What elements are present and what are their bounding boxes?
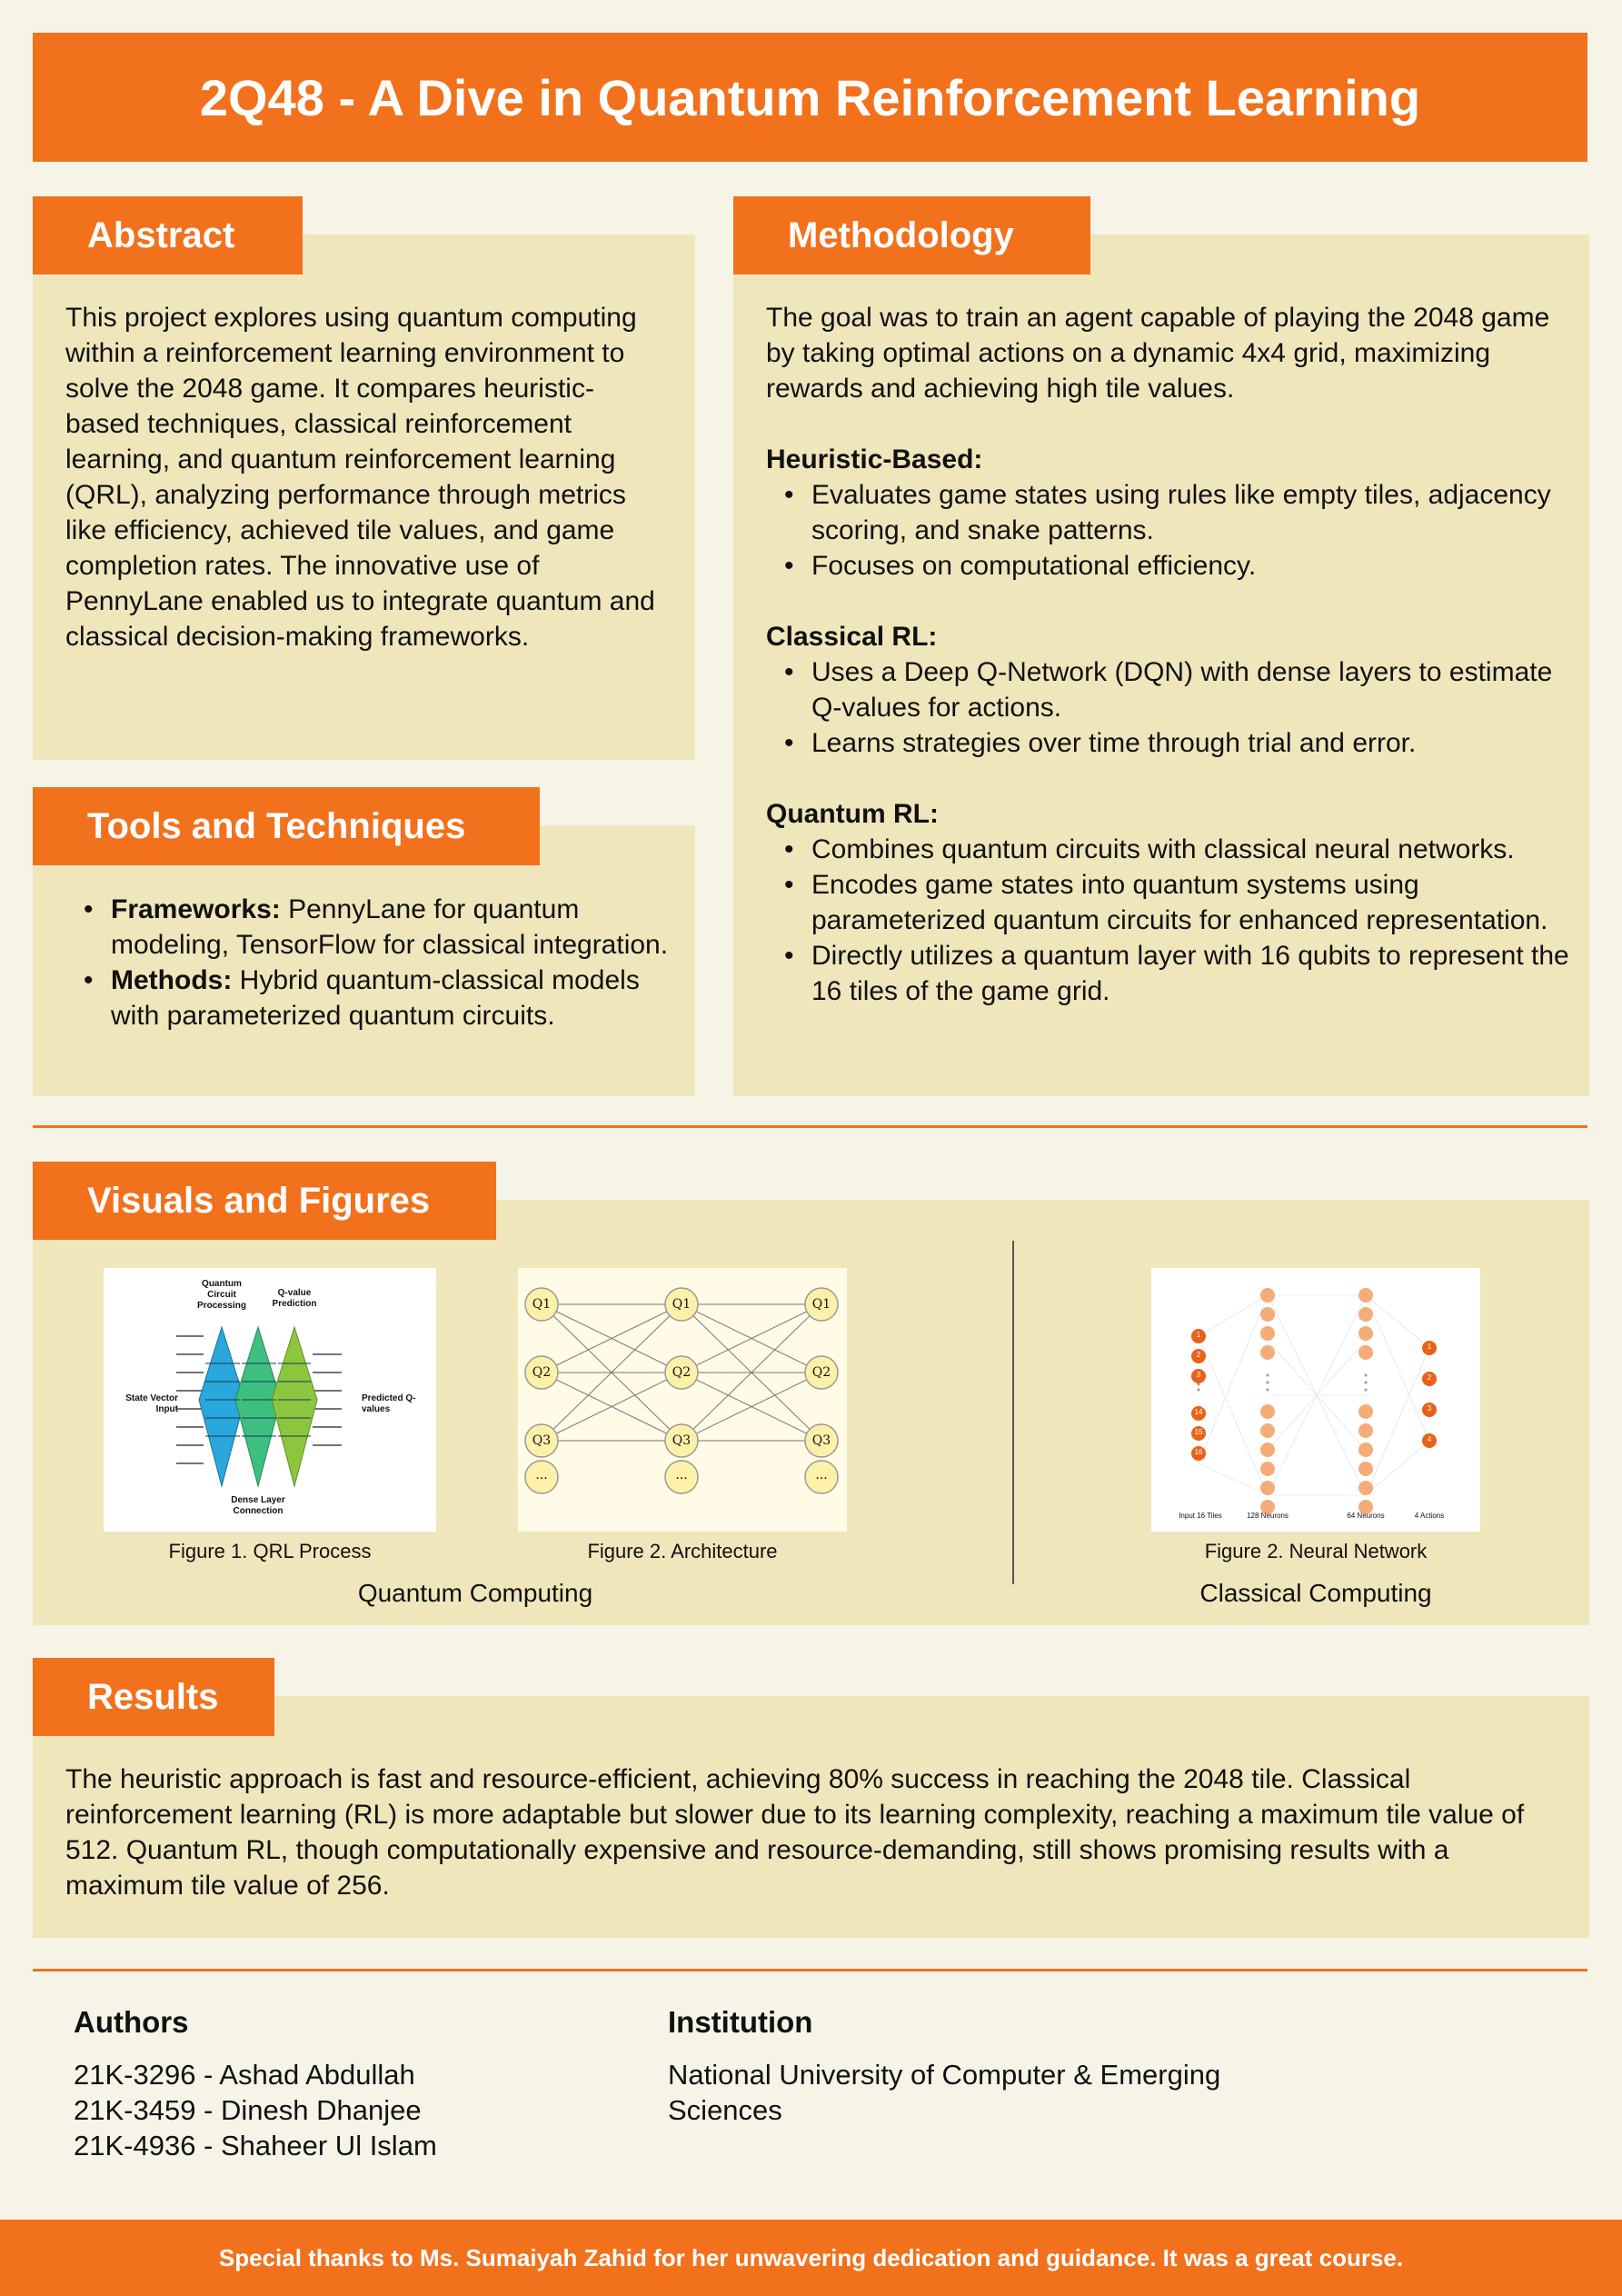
qrl-label-dense: Dense Layer Connection bbox=[231, 1495, 285, 1516]
abstract-text: This project explores using quantum computing within a reinforcement learning environment to solve the 2048 game. It compares heuristic-based techniques, classical reinforcement learning, and quantum reinforcement learning (QRL), analyzing performance through metrics like efficiency, achieved tile values, and game completion rates. The innovative use of PennyLane enabled us to integrate quantum and classical decision-making frameworks. bbox=[65, 303, 655, 652]
divider bbox=[33, 1969, 1587, 1972]
arch-node-q3: Q3 bbox=[532, 1433, 552, 1448]
qrl-label-circuit: Quantum Circuit Processing bbox=[197, 1279, 246, 1311]
results-text: The heuristic approach is fast and resource-efficient, achieving 80% success in reaching the 2048 tile. Classical reinforcement learning (RL) is more adaptable but slower due to its learning complexity, reaching a maximum tile value of 512. Quantum RL, though computationally expensive and resource-demanding, still shows promising results with a maximum tile value of 256. bbox=[65, 1764, 1525, 1901]
list-item: • Learns strategies over time through trial and error. bbox=[766, 725, 1575, 761]
results-heading: Results bbox=[33, 1658, 274, 1736]
figure-architecture bbox=[518, 1268, 847, 1532]
nn-output-node: 1 bbox=[1427, 1343, 1432, 1351]
institution-heading: Institution bbox=[668, 2005, 813, 2039]
qrl-label-output: Predicted Q-values bbox=[362, 1393, 416, 1414]
arch-node-more: ... bbox=[815, 1468, 828, 1482]
visuals-heading: Visuals and Figures bbox=[33, 1162, 496, 1240]
tools-item-methods: • Methods: Hybrid quantum-classical models with parameterized quantum circuits. bbox=[65, 963, 692, 1033]
arch-node-q3: Q3 bbox=[811, 1433, 831, 1448]
nn-input-node: 2 bbox=[1196, 1351, 1201, 1359]
qrl-label-qvalue: Q-value Prediction bbox=[272, 1288, 317, 1309]
nn-layer-label: 64 Neurons bbox=[1347, 1512, 1385, 1520]
list-item: • Uses a Deep Q-Network (DQN) with dense layers to estimate Q-values for actions. bbox=[766, 654, 1575, 725]
arch-node-q3: Q3 bbox=[672, 1433, 692, 1448]
arch-node-more: ... bbox=[535, 1468, 548, 1482]
heuristic-heading: Heuristic-Based: bbox=[766, 444, 983, 474]
tools-heading: Tools and Techniques bbox=[33, 787, 540, 865]
nn-layer-label: Input 16 Tiles bbox=[1179, 1512, 1222, 1520]
quantum-rl-list bbox=[766, 832, 1575, 1009]
list-item: • Encodes game states into quantum systems using parameterized quantum circuits for enhanced representation. bbox=[766, 867, 1575, 938]
abstract-heading: Abstract bbox=[33, 196, 303, 275]
figure-3-caption: Figure 2. Neural Network bbox=[1204, 1540, 1428, 1562]
figure-neural-network bbox=[1151, 1268, 1480, 1532]
methodology-heading: Methodology bbox=[733, 196, 1090, 275]
author-item: 21K-4936 - Shaheer Ul Islam bbox=[74, 2130, 437, 2161]
list-item: • Directly utilizes a quantum layer with 16 qubits to represent the 16 tiles of the game grid. bbox=[766, 938, 1575, 1009]
author-item: 21K-3459 - Dinesh Dhanjee bbox=[74, 2094, 422, 2126]
classical-rl-list bbox=[766, 654, 1575, 761]
arch-node-q2: Q2 bbox=[532, 1365, 552, 1380]
nn-input-node: 16 bbox=[1194, 1448, 1203, 1456]
nn-output-node: 3 bbox=[1427, 1404, 1432, 1413]
arch-node-q1: Q1 bbox=[672, 1297, 692, 1312]
classical-computing-caption: Classical Computing bbox=[1199, 1579, 1432, 1607]
poster-title: 2Q48 - A Dive in Quantum Reinforcement Learning bbox=[33, 33, 1587, 162]
nn-input-node: 1 bbox=[1196, 1331, 1201, 1339]
nn-layer-label: 4 Actions bbox=[1414, 1512, 1445, 1520]
arch-node-q1: Q1 bbox=[811, 1297, 831, 1312]
authors-heading: Authors bbox=[74, 2005, 189, 2039]
author-item: 21K-3296 - Ashad Abdullah bbox=[74, 2059, 415, 2091]
nn-output-node: 2 bbox=[1427, 1373, 1432, 1382]
methodology-body bbox=[766, 300, 1575, 1009]
quantum-computing-caption: Quantum Computing bbox=[357, 1579, 593, 1607]
qrl-label-input: State Vector Input bbox=[125, 1393, 178, 1414]
figure-1-caption: Figure 1. QRL Process bbox=[168, 1540, 372, 1562]
figure-2-caption: Figure 2. Architecture bbox=[587, 1540, 778, 1562]
list-item: • Focuses on computational efficiency. bbox=[766, 548, 1575, 584]
classical-rl-heading: Classical RL: bbox=[766, 622, 938, 652]
list-item: • Evaluates game states using rules like empty tiles, adjacency scoring, and snake patterns. bbox=[766, 477, 1575, 548]
divider bbox=[33, 1125, 1587, 1128]
nn-input-node: 15 bbox=[1194, 1428, 1203, 1436]
arch-node-q2: Q2 bbox=[672, 1365, 692, 1380]
list-item: • Combines quantum circuits with classical neural networks. bbox=[766, 832, 1575, 867]
figures-separator bbox=[1012, 1241, 1014, 1584]
nn-input-node: 3 bbox=[1196, 1371, 1201, 1379]
authors-list bbox=[74, 2057, 619, 2163]
heuristic-list bbox=[766, 477, 1575, 584]
arch-node-q1: Q1 bbox=[532, 1297, 552, 1312]
nn-output-node: 4 bbox=[1427, 1435, 1432, 1443]
arch-node-more: ... bbox=[675, 1468, 688, 1482]
figure-qrl-process bbox=[104, 1268, 436, 1532]
institution-name: National University of Computer & Emerging Sciences bbox=[668, 2059, 1221, 2126]
quantum-rl-heading: Quantum RL: bbox=[766, 799, 939, 829]
nn-input-node: 14 bbox=[1194, 1408, 1203, 1416]
arch-node-q2: Q2 bbox=[811, 1365, 831, 1380]
acknowledgement-footer: Special thanks to Ms. Sumaiyah Zahid for her unwavering dedication and guidance. It was a great course. bbox=[0, 2220, 1622, 2296]
methodology-intro: The goal was to train an agent capable of playing the 2048 game by taking optimal actions on a dynamic 4x4 grid, maximizing rewards and achieving high tile values. bbox=[766, 303, 1550, 404]
neural-network-diagram bbox=[1151, 1268, 1480, 1532]
tools-list bbox=[65, 892, 692, 1033]
tools-item-frameworks: • Frameworks: PennyLane for quantum modeling, TensorFlow for classical integration. bbox=[65, 892, 692, 963]
nn-layer-label: 128 Neurons bbox=[1247, 1512, 1289, 1520]
